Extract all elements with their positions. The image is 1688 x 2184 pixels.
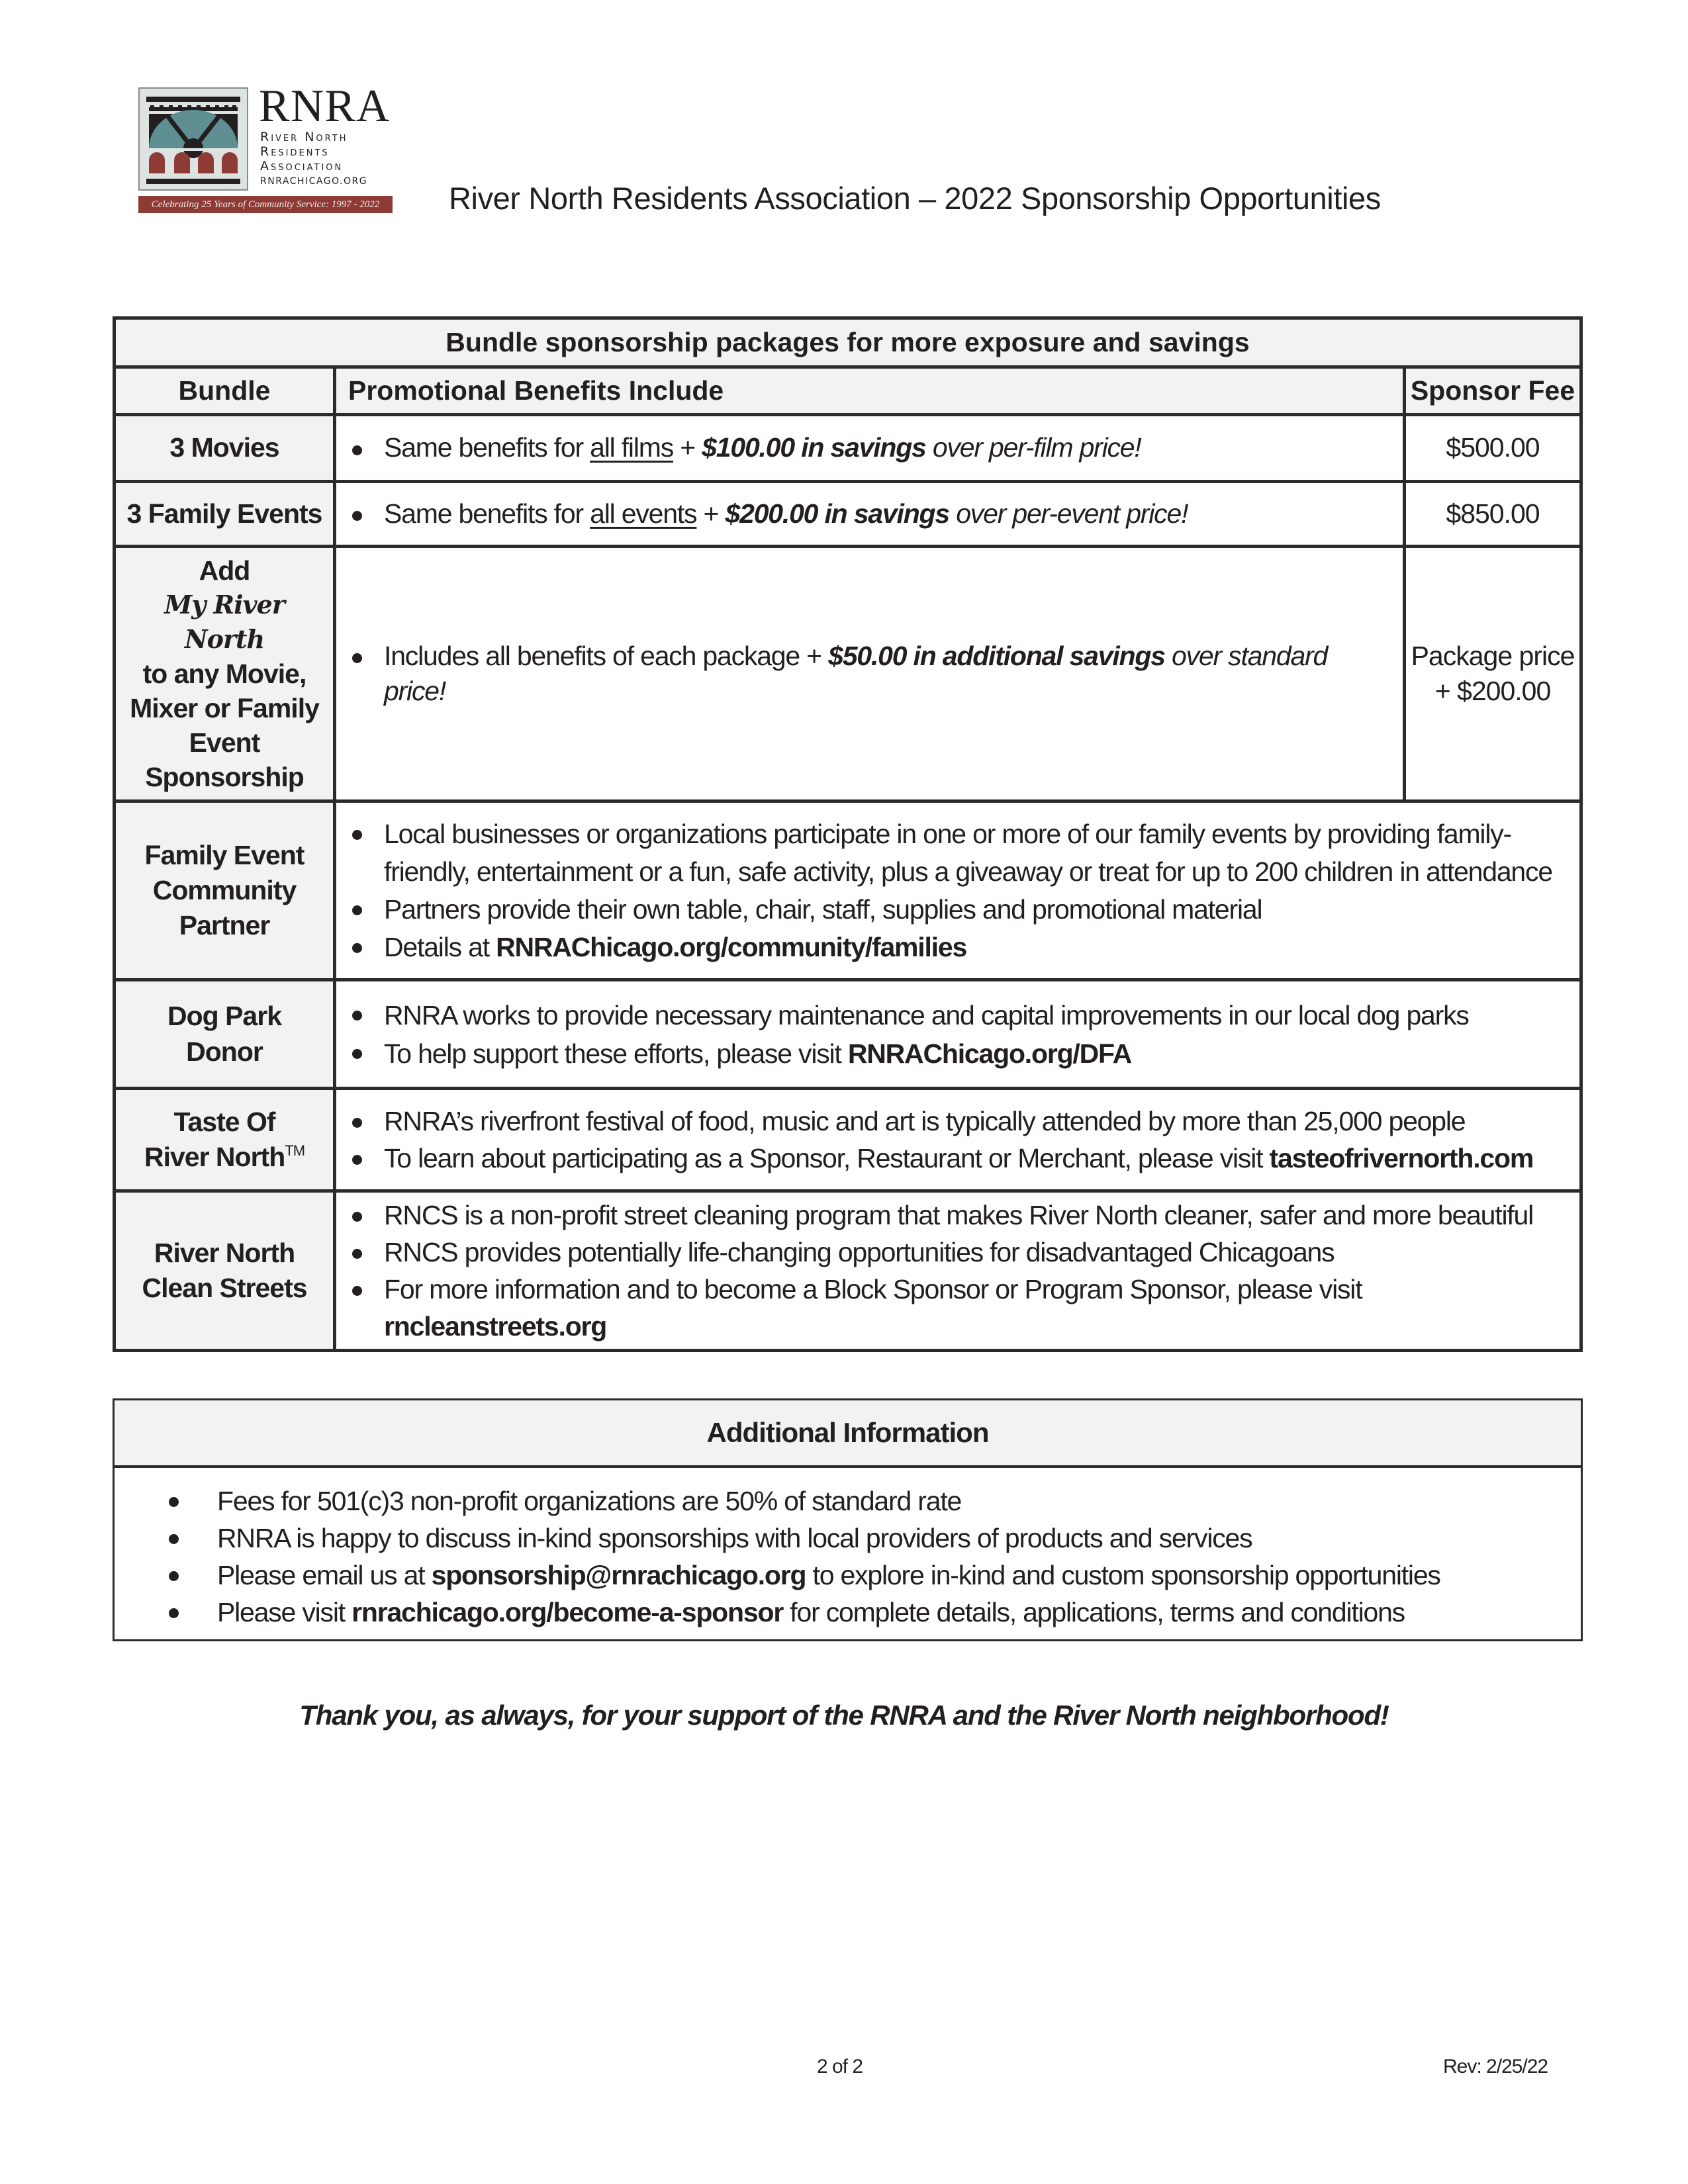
benefit-cell [335, 1089, 1581, 1191]
table-row [115, 1191, 1581, 1351]
benefit-text: Same benefits for [384, 498, 590, 529]
benefit-bullet [346, 430, 1393, 465]
benefit-text: Same benefits for [384, 432, 590, 463]
benefit-text: Includes all benefits of each package + [384, 640, 829, 671]
benefit-cell [335, 547, 1405, 801]
benefit-text: To learn about participating as a Sponsor, Restaurant or Merchant, please visit [384, 1143, 1270, 1173]
bundle-name-line: Family Event [144, 839, 305, 870]
sponsorship-table [113, 316, 1583, 1352]
table-row [115, 547, 1581, 801]
my-river-north-script-logo: My River North [164, 590, 285, 654]
benefit-bullet [346, 639, 1393, 709]
benefit-bullet: Partners provide their own table, chair, staff, supplies and promotional material [346, 891, 1570, 929]
savings-amount: $50.00 in additional savings [828, 640, 1165, 671]
bundle-name [115, 980, 335, 1089]
info-item [115, 1594, 1581, 1631]
benefit-bullet: RNCS provides potentially life-changing opportunities for disadvantaged Chicagoans [346, 1234, 1570, 1271]
bundle-name-line: Clean Streets [142, 1273, 307, 1303]
benefit-text: + [673, 432, 702, 463]
benefit-cell [335, 801, 1581, 980]
logo-org-name [260, 130, 393, 173]
bundle-name [115, 1089, 335, 1191]
savings-amount: $100.00 in savings [702, 432, 926, 463]
families-link[interactable]: RNRAChicago.org/community/families [496, 931, 967, 962]
bundle-name-line: Partner [179, 910, 270, 941]
table-row [115, 801, 1581, 980]
additional-info-title: Additional Information [115, 1400, 1581, 1468]
benefit-italic-text: over per-film price! [925, 432, 1141, 463]
benefit-text: + [696, 498, 726, 529]
bundle-name-line: Event [189, 727, 260, 758]
bundle-name-line: Mixer or Family [130, 693, 319, 723]
benefit-bullet: RNRA works to provide necessary maintenance and capital improvements in our local dog parks [346, 996, 1570, 1034]
additional-info-box [113, 1398, 1583, 1641]
bundle-name [115, 1191, 335, 1351]
fee-line: + $200.00 [1434, 676, 1551, 706]
bundle-name-line: Dog Park [167, 1001, 281, 1032]
table-row [115, 482, 1581, 547]
info-text: Please email us at [217, 1560, 432, 1590]
benefit-bullet [346, 929, 1570, 966]
bundle-name [115, 801, 335, 980]
column-header-fee: Sponsor Fee [1405, 367, 1581, 415]
sponsor-fee: $500.00 [1405, 415, 1581, 482]
bundle-name: 3 Movies [115, 415, 335, 482]
bundle-name-line: Taste Of [173, 1106, 275, 1137]
benefit-italic-text: over standard price! [384, 640, 1328, 706]
benefit-cell [335, 415, 1405, 482]
info-item: Fees for 501(c)3 non-profit organizations are 50% of standard rate [115, 1482, 1581, 1520]
benefit-text: For more information and to become a Block Sponsor or Program Sponsor, please visit [384, 1274, 1362, 1304]
trademark-mark: TM [285, 1142, 305, 1159]
page-title: River North Residents Association – 2022 Sponsorship Opportunities [449, 181, 1381, 216]
become-sponsor-link[interactable]: rnrachicago.org/become-a-sponsor [352, 1597, 784, 1627]
sponsor-fee [1405, 547, 1581, 801]
bridge-emblem-icon [138, 87, 248, 191]
table-row [115, 415, 1581, 482]
sponsorship-email-link[interactable]: sponsorship@rnrachicago.org [431, 1560, 806, 1590]
page-number: 2 of 2 [817, 2056, 863, 2077]
table-title: Bundle sponsorship packages for more exposure and savings [115, 318, 1581, 367]
savings-amount: $200.00 in savings [725, 498, 949, 529]
benefit-bullet: RNCS is a non-profit street cleaning program that makes River North cleaner, safer and more beautiful [346, 1197, 1570, 1234]
revision-date: Rev: 2/25/22 [1443, 2056, 1548, 2077]
clean-streets-link[interactable]: rncleanstreets.org [384, 1311, 607, 1342]
column-header-benefits: Promotional Benefits Include [335, 367, 1405, 415]
dog-park-link[interactable]: RNRAChicago.org/DFA [847, 1038, 1132, 1069]
benefit-bullet [346, 496, 1393, 531]
bundle-name-line: Donor [186, 1036, 263, 1067]
benefit-bullet [346, 1271, 1570, 1345]
info-item: RNRA is happy to discuss in-kind sponsorships with local providers of products and services [115, 1520, 1581, 1557]
info-text: for complete details, applications, terms and conditions [783, 1597, 1405, 1627]
taste-link[interactable]: tasteofrivernorth.com [1269, 1143, 1534, 1173]
benefit-bullet [346, 1140, 1570, 1177]
bundle-name-text: River North [144, 1142, 285, 1172]
bundle-name-line: River North [154, 1237, 295, 1268]
bundle-name-line: Sponsorship [145, 762, 304, 792]
benefit-text: To help support these efforts, please visit [384, 1038, 848, 1069]
bundle-name [115, 547, 335, 801]
bundle-name: 3 Family Events [115, 482, 335, 547]
anniversary-banner: Celebrating 25 Years of Community Service: 1997 - 2022 [138, 196, 393, 213]
bundle-name-line [122, 1140, 326, 1175]
logo-url: RNRACHICAGO.ORG [260, 176, 368, 187]
logo-name-line: Residents [260, 144, 330, 159]
table-row [115, 980, 1581, 1089]
info-text: Please visit [217, 1597, 352, 1627]
benefit-cell [335, 980, 1581, 1089]
rnra-logo [138, 81, 393, 214]
benefit-underline-text: all films [590, 432, 673, 463]
bundle-name-line: Community [152, 874, 297, 905]
table-row [115, 1089, 1581, 1191]
benefit-bullet: Local businesses or organizations participate in one or more of our family events by providing family-friendly, entertainment or a fun, safe activity, plus a giveaway or treat for up to 200 children in attendance [346, 815, 1570, 891]
logo-name-line: Association [260, 159, 344, 173]
benefit-underline-text: all events [590, 498, 697, 529]
bundle-name-line: to any Movie, [142, 659, 306, 689]
info-item [115, 1557, 1581, 1594]
info-text: to explore in-kind and custom sponsorship opportunities [806, 1560, 1440, 1590]
thank-you-note: Thank you, as always, for your support of the RNRA and the River North neighborhood! [299, 1700, 1389, 1731]
benefit-cell [335, 1191, 1581, 1351]
column-header-bundle: Bundle [115, 367, 335, 415]
benefit-text: Details at [384, 931, 496, 962]
logo-abbreviation: RNRA [259, 81, 391, 132]
fee-line: Package price [1411, 640, 1575, 671]
benefit-bullet: RNRA’s riverfront festival of food, music and art is typically attended by more than 25,000 people [346, 1103, 1570, 1140]
bundle-name-line: Add [199, 555, 250, 586]
benefit-bullet [346, 1034, 1570, 1073]
logo-name-line: River North [260, 130, 348, 144]
additional-info-list [115, 1468, 1581, 1631]
benefit-cell [335, 482, 1405, 547]
sponsor-fee: $850.00 [1405, 482, 1581, 547]
benefit-italic-text: over per-event price! [949, 498, 1188, 529]
